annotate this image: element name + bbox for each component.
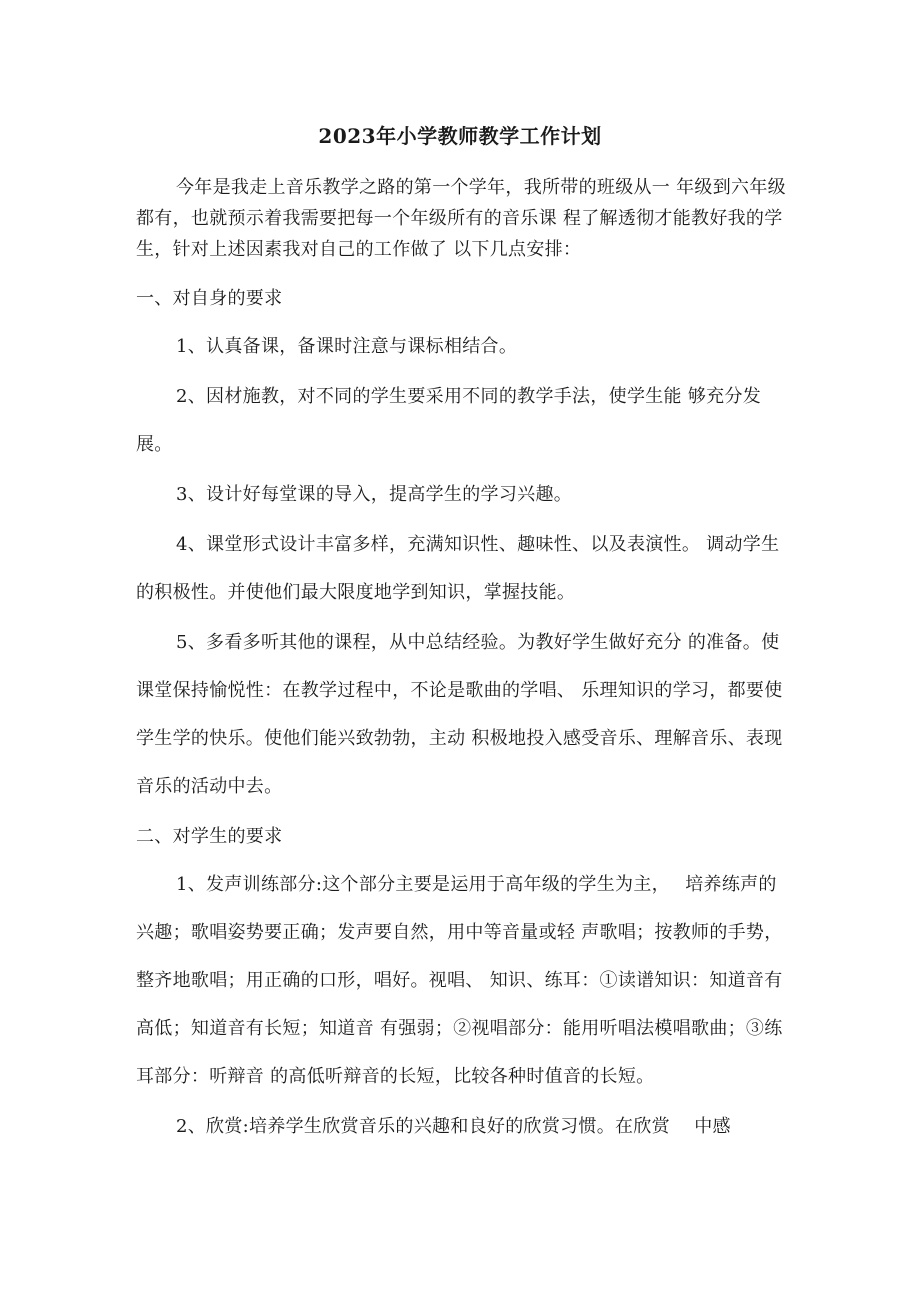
intro-paragraph: 今年是我走上音乐教学之路的第一个学年，我所带的班级从一 年级到六年级都有，也就预示着我需要把每一个年级所有的音乐课 程了解透彻才能教好我的学生，针对上述因素我对自己的工作做了 以下几点安排：	[136, 177, 786, 260]
self-requirement-item-3: 3、设计好每堂课的导入，提高学生的学习兴趣。	[176, 484, 573, 505]
student-requirement-item-1: 1、发声训练部分:这个部分主要是运用于高年级的学生为主， 培养练声的兴趣；歌唱姿势要正确；发声要自然，用中等音量或轻 声歌唱；按教师的手势，整齐地歌唱；用正确的口形，唱好。视唱、 知识、练耳：①读谱知识：知道音有高低；知道音有长短；知道音 有强弱；②视唱部分：能用听唱法模唱歌曲；③练耳部分：听辩音 的高低听辩音的长短，比较各种时值音的长短。	[136, 874, 783, 1087]
section-heading-student-requirements: 二、对学生的要求	[136, 826, 283, 847]
student-requirement-item-2: 2、欣赏:培养学生欣赏音乐的兴趣和良好的欣赏习惯。在欣赏 中感	[176, 1116, 731, 1137]
document-body	[136, 172, 792, 1153]
self-requirement-item-4: 4、课堂形式设计丰富多样，充满知识性、趣味性、以及表演性。 调动学生的积极性。并使他们最大限度地学到知识，掌握技能。	[136, 534, 780, 603]
section-heading-self-requirements: 一、对自身的要求	[136, 288, 283, 309]
self-requirement-item-1: 1、认真备课，备课时注意与课标相结合。	[176, 336, 518, 357]
self-requirement-item-2: 2、因材施教，对不同的学生要采用不同的教学手法，使学生能 够充分发展。	[136, 386, 762, 455]
self-requirement-item-5: 5、多看多听其他的课程，从中总结经验。为教好学生做好充分 的准备。使课堂保持愉悦性：在教学过程中，不论是歌曲的学唱、 乐理知识的学习，都要使学生学的快乐。使他们能兴致勃勃，主动 积极地投入感受音乐、理解音乐、表现音乐的活动中去。	[136, 632, 783, 797]
document-title: 2023年小学教师教学工作计划	[318, 124, 602, 148]
